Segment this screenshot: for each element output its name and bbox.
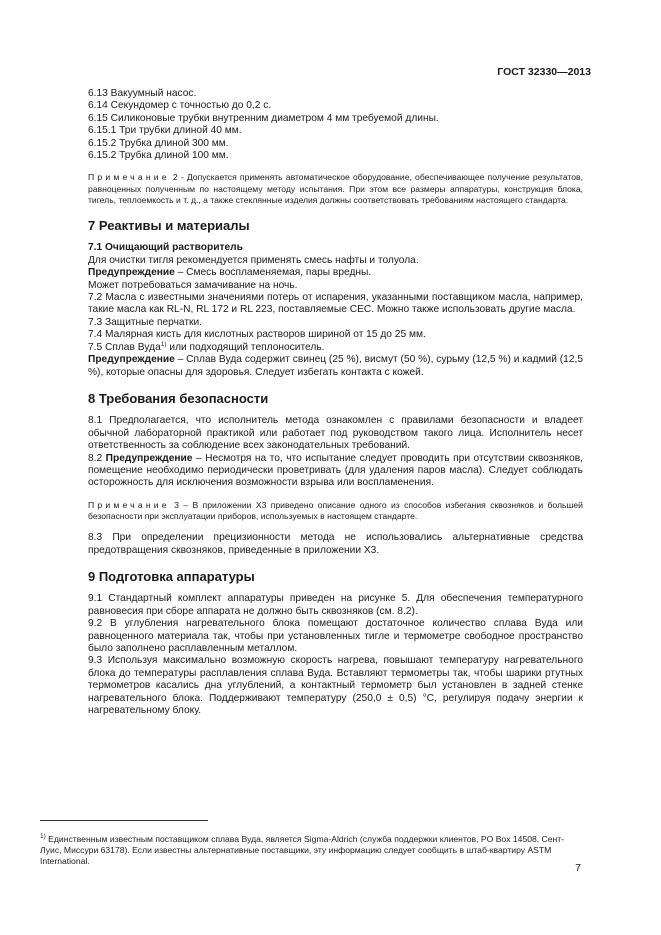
- note-label: Примечание: [88, 172, 170, 183]
- page-content: [88, 88, 583, 717]
- para-8-3: 8.3 При определении прецизионности метода не использовались альтернативные средства предотвращения сквозняков, приведенные в приложении Х3.: [88, 532, 583, 556]
- page-number: 7: [575, 862, 581, 874]
- para-7-4: 7.4 Малярная кисть для кислотных растворов шириной от 15 до 25 мм.: [88, 329, 426, 341]
- para-7-5-text: 7.5 Сплав Вуда: [88, 341, 161, 353]
- footnote-ref: 1): [160, 340, 167, 348]
- subsection-7-1-title: 7.1 Очищающий растворитель: [88, 242, 243, 254]
- para-7-5: [88, 342, 583, 354]
- section-7-title: 7 Реактивы и материалы: [88, 218, 250, 234]
- note-3-text: 3 – В приложении Х3 приведено описание одного из способов избегания сквозняков и большей безопасности при эксплуатации приборов, используемых в настоящем стандарте.: [88, 499, 583, 521]
- warning-label: Предупреждение: [88, 267, 175, 279]
- note-text: 2 - Допускается применять автоматическое оборудование, обеспечивающее получение результатов, равноценных полученным по настоящему методу испытания. При этом все размеры аппаратуры, конструкция блока, тигель, теплоемкость и т. д., а также стеклянные изделия должны соответствовать требованиям настоящего стандарта.: [88, 172, 583, 205]
- footnote-separator: [40, 820, 208, 821]
- para-9-2: 9.2 В углубления нагревательного блока помещают достаточное количество сплава Вуда или равноценного материала так, чтобы при установленных тигле и термометре свободное пространство было заполнено расплавленным металлом.: [88, 618, 583, 655]
- item-6-15-2b: 6.15.2 Трубка длиной 100 мм.: [88, 150, 229, 162]
- warning-text-2: – Сплав Вуда содержит свинец (25 %), висмут (50 %), сурьму (12,5 %) и кадмий (12,5 %), которые опасны для здоровья. Следует избегать контакта с кожей.: [88, 354, 583, 378]
- item-6-15: 6.15 Силиконовые трубки внутренним диаметром 4 мм требуемой длины.: [88, 112, 439, 124]
- para-8-2-text: – Несмотря на то, что испытание следует проводить при отсутствии сквозняков, помещение необходимо периодически проветривать (для удаления паров масла). Следует соблюдать осторожность для исключения возможности взрыва или воспламенения.: [88, 452, 583, 489]
- standard-number: ГОСТ 32330—2013: [497, 66, 591, 78]
- para-7-2: 7.2 Масла с известными значениями потерь от испарения, указанными поставщиком масла, например, такие масла как RL-N, RL 172 и RL 223, поставляемые CEC. Можно также использовать другие масла.: [88, 292, 583, 316]
- note-3-label: Примечание: [88, 499, 170, 510]
- warning-7-1: [88, 267, 583, 279]
- warning-7-5: [88, 354, 583, 379]
- para-7-1: Для очистки тигля рекомендуется применять смесь нафты и толуола.: [88, 254, 419, 266]
- warning-text: – Смесь воспламеняемая, пары вредны.: [174, 267, 372, 279]
- footnote: [40, 834, 585, 868]
- para-9-3: 9.3 Используя максимально возможную скорость нагрева, повышают температуру нагревательного блока до температуры расплавления сплава Вуда. Вставляют термометры так, чтобы шарики ртутных термометров касались дна углублений, а контактный термометр был установлен в задней стенке нагревательного блока. Поддерживают температуру (250,0 ± 0,5) °С, регулируя подачу энергии к нагревательному блоку.: [88, 655, 583, 717]
- item-6-14: 6.14 Секундомер с точностью до 0,2 с.: [88, 100, 272, 112]
- warning-label-2: Предупреждение: [88, 354, 175, 366]
- item-6-15-1: 6.15.1 Три трубки длиной 40 мм.: [88, 125, 242, 137]
- para-7-5-rest: или подходящий теплоноситель.: [166, 341, 325, 353]
- para-8-2: [88, 453, 583, 490]
- para-9-1: 9.1 Стандартный комплект аппаратуры приведен на рисунке 5. Для обеспечения температурного равновесия при сборе аппарата не должно быть сквозняков (см. 8.2).: [88, 593, 583, 617]
- note-2: [88, 172, 583, 206]
- warning-label-3: Предупреждение: [105, 452, 193, 464]
- para-7-1b: Может потребоваться замачивание на ночь.: [88, 279, 298, 291]
- para-8-2-num: 8.2: [88, 452, 106, 464]
- item-6-15-2a: 6.15.2 Трубка длиной 300 мм.: [88, 137, 229, 149]
- footnote-text: Единственным известным поставщиком сплава Вуда, является Sigma-Aldrich (служба поддержки клиентов, PO Box 14508, Сент-Луис, Миссури 63178). Если известны альтернативные поставщики, эту информацию следует сообщить в штаб-квартиру ASTM International.: [40, 833, 565, 866]
- note-3: [88, 500, 583, 522]
- para-8-1: 8.1 Предполагается, что исполнитель метода ознакомлен с правилами безопасности и владеет обычной лабораторной практикой или работает под руководством такого лица. Исполнитель несет ответственность за соблюдение всех законодательных требований.: [88, 415, 583, 452]
- item-6-13: 6.13 Вакуумный насос.: [88, 88, 197, 99]
- footnote-mark: 1): [40, 832, 46, 840]
- section-8-title: 8 Требования безопасности: [88, 390, 269, 406]
- section-9-title: 9 Подготовка аппаратуры: [88, 568, 255, 584]
- para-7-3: 7.3 Защитные перчатки.: [88, 316, 203, 328]
